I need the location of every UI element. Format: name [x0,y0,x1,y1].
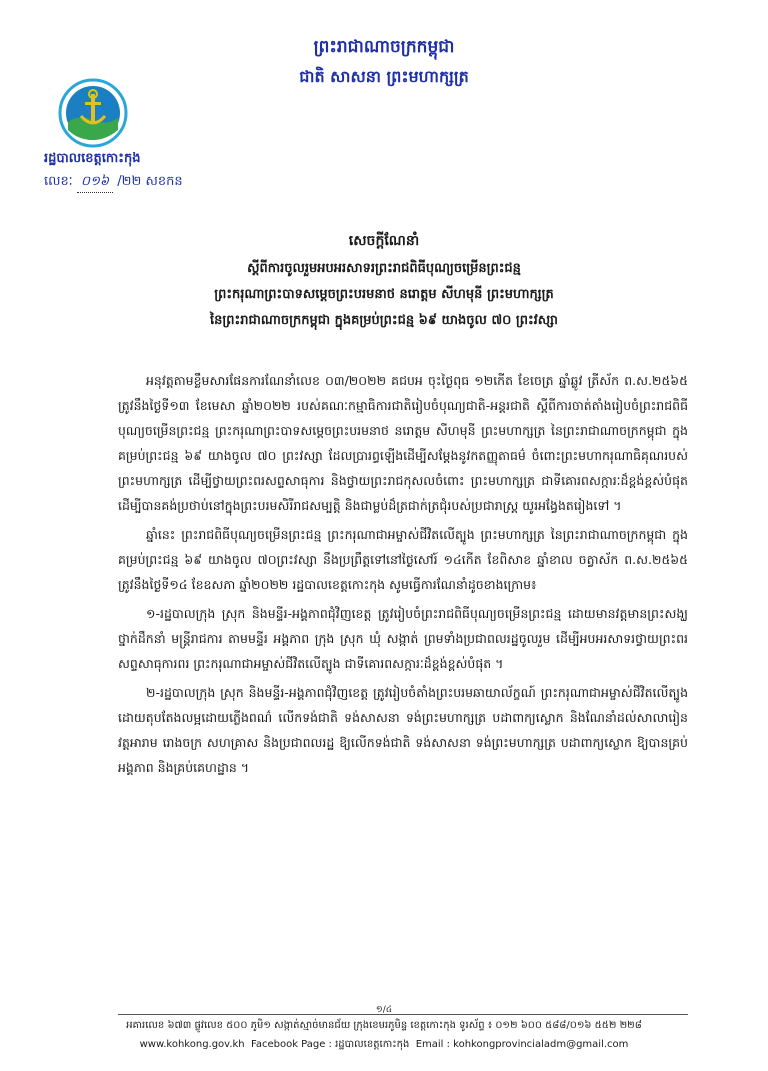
title-subject-line-1: ស្ដីពីការចូលរួមអបអរសាទរព្រះរាជពិធីបុណ្យចម្រើនព្រះជន្ម [247,261,521,276]
body-paragraph-4: ២-រដ្ឋបាលក្រុង ស្រុក និងមន្ទីរ-អង្គភាពជុំវិញខេត្ត ត្រូវរៀបចំតាំងព្រះបរមឆាយាល័ក្ខណ៍ ព្រះករុណាជាអម្ចាស់ជីវិតលើត្បូង ដោយតុបតែងលម្អដោយភ្លើងពណ៌ លើកទង់ជាតិ ទង់សាសនា ទង់ព្រះមហាក្សត្រ បដាពាក្យស្លោក និងណែនាំដល់សាលារៀន វត្តអារាម រោងចក្រ សហគ្រាស និងប្រជាពលរដ្ឋ ឱ្យលើកទង់ជាតិ ទង់សាសនា ទង់ព្រះមហាក្សត្រ បដាពាក្យស្លោក ឱ្យបានគ្រប់អង្គភាព និងគ្រប់គេហដ្ឋាន ។ [118,685,688,775]
national-motto: ជាតិ សាសនា ព្រះមហាក្សត្រ [299,67,469,86]
issuing-authority: រដ្ឋបាលខេត្តកោះកុង [44,151,141,166]
page-number: ១/៤ [375,1005,393,1015]
ref-suffix: /២២ សខកន [117,174,183,189]
document-footer [0,1018,768,1052]
title-subject-line-2: ព្រះករុណាព្រះបាទសម្ដេចព្រះបរមនាថ នរោត្តម សីហមុនី ព្រះមហាក្សត្រ [214,287,554,302]
reference-number [44,173,183,193]
footer-contacts [0,1037,768,1052]
kingdom-heading: ព្រះរាជាណាចក្រកម្ពុជា [313,37,455,57]
ref-number: ០១៦ [77,173,113,193]
footer-address: អគារលេខ ៦៧៣ ផ្លូវលេខ ៥០០ ភូមិ១ សង្កាត់ស្មាច់មានជ័យ ក្រុងខេមរភូមិន្ទ ខេត្តកោះកុង ទូរស័ព្ទ ៖ ០១២ ៦០០ ៥៨៨/០១៦ ៥៥២ ២២៨ [126,1020,642,1031]
document-title-block [60,228,708,334]
body-paragraph-2: ឆ្នាំនេះ ព្រះរាជពិធីបុណ្យចម្រើនព្រះជន្ម ព្រះករុណាជាអម្ចាស់ជីវិតលើត្បូង ព្រះមហាក្សត្រ នៃព្រះរាជាណាចក្រកម្ពុជា ក្នុងគម្រប់ព្រះជន្ម ៦៩ យាងចូល ៧០ព្រះវស្សា នឹងប្រព្រឹត្តទៅនៅថ្ងៃសៅរ៍ ១៤កើត ខែពិសាខ ឆ្នាំខាល ចត្វាស័ក ព.ស.២៥៦៥ ត្រូវនឹងថ្ងៃទី១៤ ខែឧសភា ឆ្នាំ២០២២ រដ្ឋបាលខេត្តកោះកុង សូមធ្វើការណែនាំដូចខាងក្រោម៖ [118,527,688,592]
ref-prefix: លេខៈ [44,174,73,189]
body-paragraph-1: អនុវត្តតាមខ្លឹមសារផែនការណែនាំលេខ ០៣/២០២២ គជបអ ចុះថ្ងៃពុធ ១២កើត ខែចេត្រ ឆ្នាំឆ្លូវ ត្រីស័ក ព.ស.២៥៦៥ ត្រូវនឹងថ្ងៃទី១៣ ខែមេសា ឆ្នាំ២០២២ របស់គណៈកម្មាធិការជាតិរៀបចំបុណ្យជាតិ-អន្តរជាតិ ស្ដីពីការចាត់តាំងរៀបចំព្រះរាជពិធីបុណ្យចម្រើនព្រះជន្ម ព្រះករុណាព្រះបាទសម្ដេចព្រះបរមនាថ នរោត្តម សីហមុនី ព្រះមហាក្សត្រ នៃព្រះរាជាណាចក្រកម្ពុជា ក្នុងគម្រប់ព្រះជន្ម ៦៩ យាងចូល ៧០ ព្រះវស្សា ដែលប្រារព្ធឡើងដើម្បីសម្ដែងនូវកតញ្ញុតាធម៌ ចំពោះព្រះមហាករុណាធិគុណរបស់ ព្រះមហាក្សត្រ ដើម្បីថ្វាយព្រះពរសព្ទសាធុការ និងថ្វាយព្រះរាជកុសលចំពោះ ព្រះមហាក្សត្រ ជាទីគោរពសក្ការៈដ៏ខ្ពង់ខ្ពស់បំផុត ដើម្បីបានគង់ប្រថាប់នៅក្នុងព្រះបរមសិរីរាជសម្បត្តិ និងជាម្លប់ដ៏ត្រជាក់ត្រជុំរបស់ប្រជារាស្ត្រ យូរអង្វែងតរៀងទៅ ។ [118,373,688,513]
facebook-link[interactable]: Facebook Page : រដ្ឋបាលខេត្តកោះកុង [251,1039,410,1050]
body-paragraph-3: ១-រដ្ឋបាលក្រុង ស្រុក និងមន្ទីរ-អង្គភាពជុំវិញខេត្ត ត្រូវរៀបចំព្រះរាជពិធីបុណ្យចម្រើនព្រះជន្ម ដោយមានវត្តមានព្រះសង្ឃ ថ្នាក់ដឹកនាំ មន្ត្រីរាជការ តាមមន្ទីរ អង្គភាព ក្រុង ស្រុក ឃុំ សង្កាត់ ព្រមទាំងប្រជាពលរដ្ឋចូលរួម ដើម្បីអបអរសាទរថ្វាយព្រះពរសព្ទសាធុការពរ ព្រះករុណាជាអម្ចាស់ជីវិតលើត្បូង ជាទីគោរពសក្ការៈដ៏ខ្ពង់ខ្ពស់បំផុត ។ [118,606,688,671]
provincial-seal-icon [58,78,128,148]
document-body [118,368,688,784]
document-title: សេចក្ដីណែនាំ [348,233,420,249]
footer-divider [118,1014,688,1015]
title-subject-line-3: នៃព្រះរាជាណាចក្រកម្ពុជា ក្នុងគម្រប់ព្រះជន្ម ៦៩ យាងចូល ៧០ ព្រះវស្សា [209,313,558,328]
email-link[interactable]: Email : kohkongprovincialadm@gmail.com [415,1039,629,1050]
website-link[interactable]: www.kohkong.gov.kh [139,1039,245,1050]
